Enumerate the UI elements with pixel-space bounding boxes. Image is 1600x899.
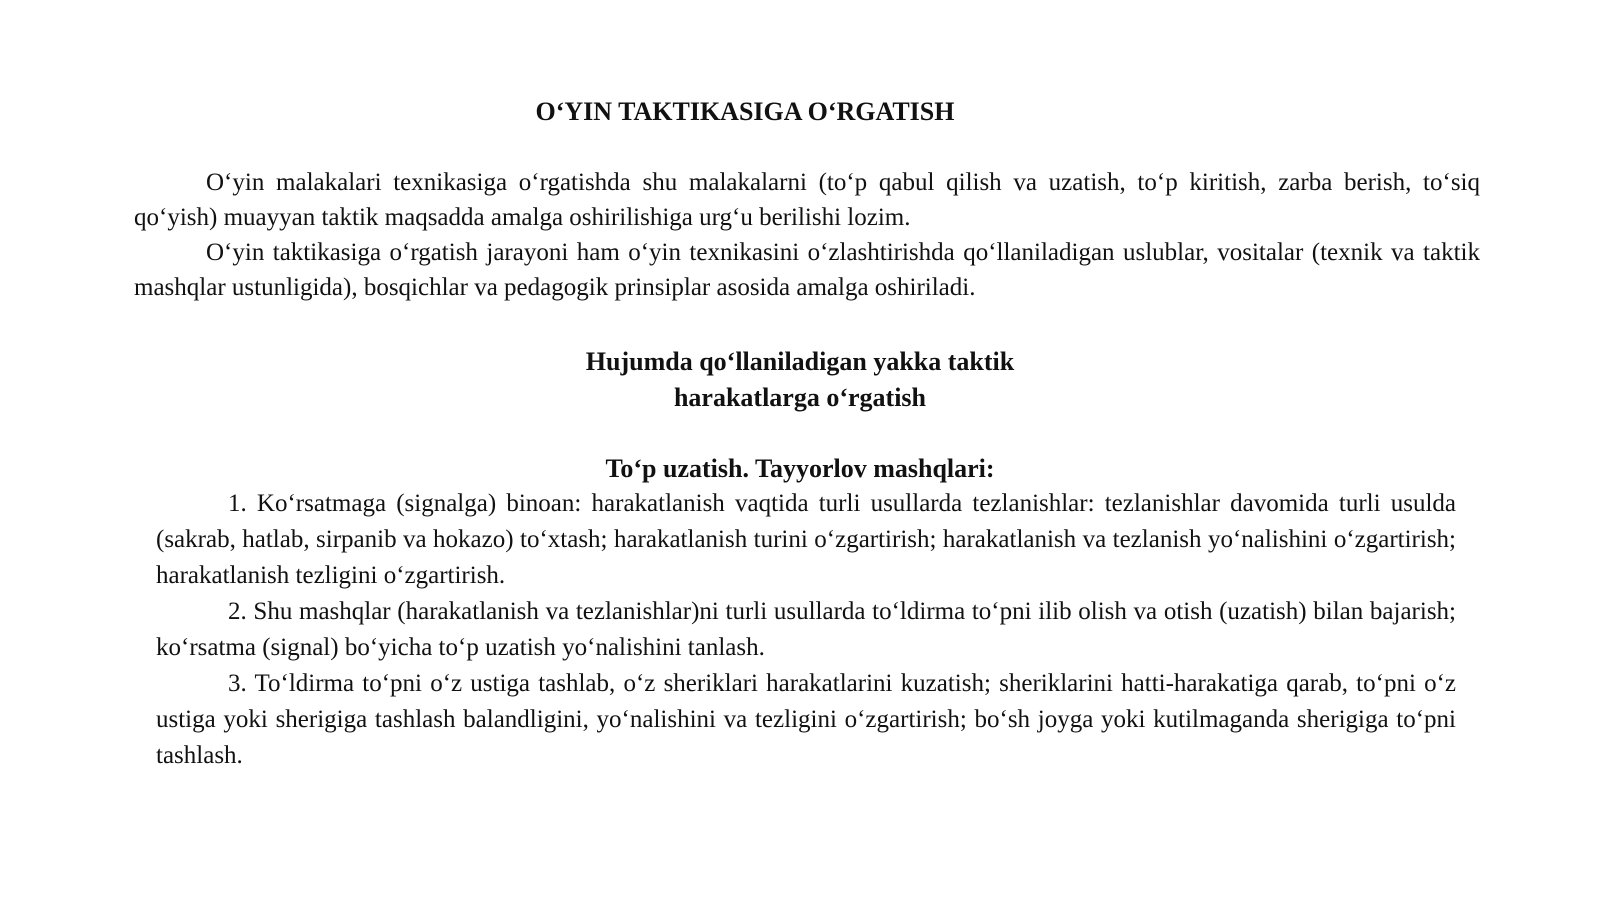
intro-paragraph-2: O‘yin taktikasiga o‘rgatish jarayoni ham o‘yin texnikasini o‘zlashtirishda qo‘llaniladigan uslublar, vositalar (texnik va taktik mashqlar ustunligida), bosqichlar va pedagogik prinsiplar asosida amalga oshiriladi. [134,239,1480,301]
exercise-list [156,486,1456,774]
intro-section [134,165,1480,305]
list-item-1: 1. Ko‘rsatmaga (signalga) binoan: harakatlanish vaqtida turli usullarda tezlanishlar: tezlanishlar davomida turli usulda (sakrab, hatlab, sirpanib va hokazo) to‘xtash; harakatlanish turini o‘zgartirish; harakatlanish va tezlanish yo‘nalishini o‘zgartirish; harakatlanish tezligini o‘zgartirish. [156,490,1456,589]
list-item-3: 3. To‘ldirma to‘pni o‘z ustiga tashlab, o‘z sheriklari harakatlarini kuzatish; sheriklarini hatti-harakatiga qarab, to‘pni o‘z ustiga yoki sherigiga tashlash balandligini, yo‘nalishini va tezligini o‘zgartirish; bo‘sh joyga yoki kutilmaganda sherigiga to‘pni tashlash. [156,670,1456,769]
subheading-line-2: harakatlarga o‘rgatish [673,383,927,412]
subheading-line-1: Hujumda qo‘llaniladigan yakka taktik [585,347,1015,376]
section-heading: To‘p uzatish. Tayyorlov mashqlari: [605,454,995,483]
subheading [0,344,1600,416]
list-item-2: 2. Shu mashqlar (harakatlanish va tezlanishlar)ni turli usullarda to‘ldirma to‘pni ilib olish va otish (uzatish) bilan bajarish; ko‘rsatma (signal) bo‘yicha to‘p uzatish yo‘nalishini tanlash. [156,598,1456,661]
intro-paragraph-1: O‘yin malakalari texnikasiga o‘rgatishda shu malakalarni (to‘p qabul qilish va uzatish, to‘p kiritish, zarba berish, to‘siq qo‘yish) muayyan taktik maqsadda amalga oshirilishiga urg‘u berilishi lozim. [134,169,1480,231]
document-title: O‘YIN TAKTIKASIGA O‘RGATISH [535,97,955,126]
